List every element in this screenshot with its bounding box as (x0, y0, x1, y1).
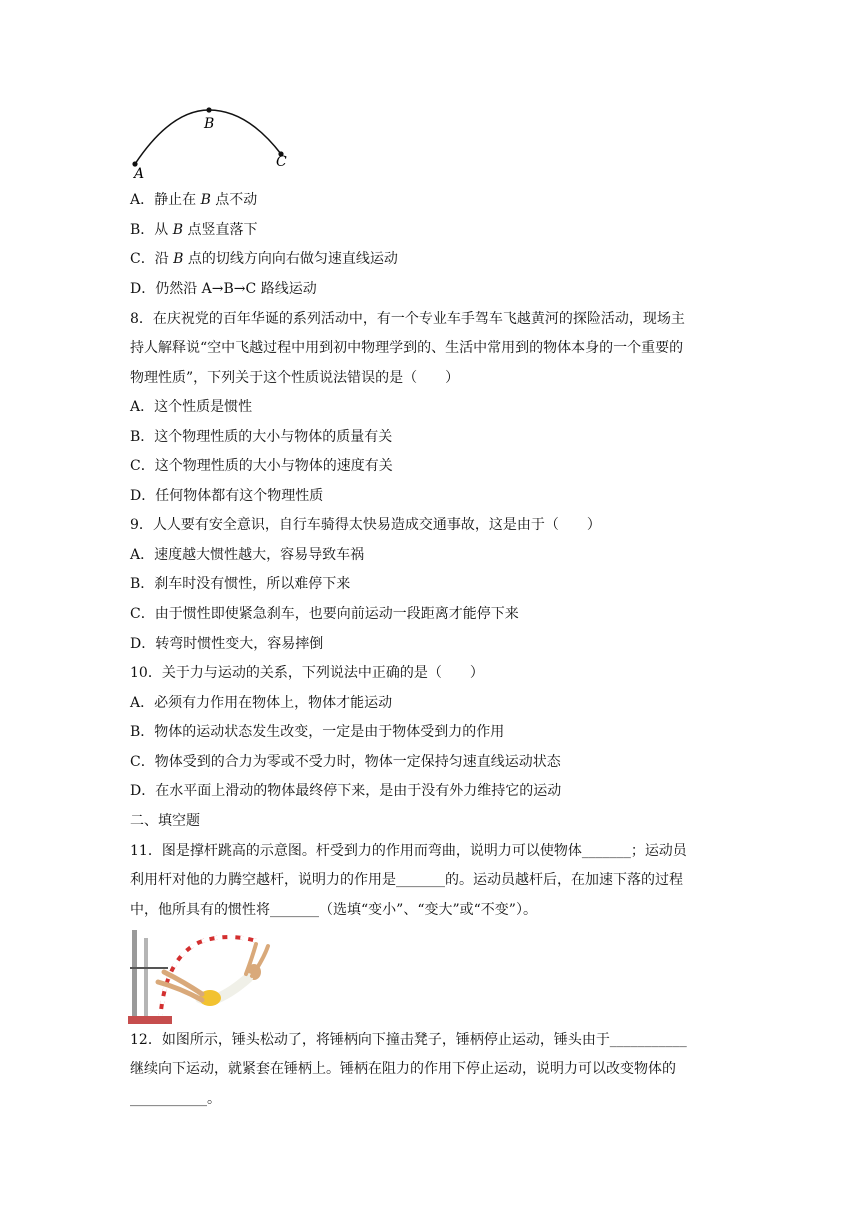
vault-upright (132, 930, 137, 1022)
q8-stem-line3: 物理性质”，下列关于这个性质说法错误的是（ ） (130, 370, 460, 386)
q9-option-c: C．由于惯性即使紧急刹车，也要向前运动一段距离才能停下来 (130, 606, 519, 622)
vault-mat (128, 1016, 172, 1024)
section-title: 二、填空题 (130, 813, 200, 829)
point-b (206, 107, 211, 112)
label-b: B (204, 116, 215, 132)
vault-upright-2 (144, 938, 148, 1022)
q7-option-c: C．沿 B 点的切线方向向右做匀速直线运动 (130, 251, 398, 267)
q7-option-b: B．从 B 点竖直落下 (130, 222, 258, 238)
q11-line1: 11．图是撑杆跳高的示意图。杆受到力的作用而弯曲，说明力可以使物体_______；运动员 (130, 843, 687, 859)
q11-line3: 中，他所具有的惯性将_______（选填“变小”、“变大”或“不变”）。 (130, 902, 537, 918)
q8-option-c: C．这个物理性质的大小与物体的速度有关 (130, 458, 393, 474)
q8-stem-line2: 持人解释说“空中飞越过程中用到初中物理学到的、生活中常用到的物体本身的一个重要的 (130, 340, 684, 356)
q8-option-d: D．任何物体都有这个物理性质 (130, 488, 324, 504)
pole-vault-illustration (128, 928, 278, 1024)
q8-option-a: A．这个性质是惯性 (130, 399, 253, 415)
q8-stem-line1: 8．在庆祝党的百年华诞的系列活动中，有一个专业车手驾车飞越黄河的探险活动，现场主 (130, 311, 685, 327)
q7-option-d: D．仍然沿 A→B→C 路线运动 (130, 281, 317, 297)
q10-stem: 10．关于力与运动的关系，下列说法中正确的是（ ） (130, 665, 484, 681)
q9-option-d: D．转弯时惯性变大，容易摔倒 (130, 636, 324, 652)
q8-option-b: B．这个物理性质的大小与物体的质量有关 (130, 429, 393, 445)
arc-diagram (125, 100, 295, 185)
q10-option-d: D．在水平面上滑动的物体最终停下来，是由于没有外力维持它的运动 (130, 783, 562, 799)
label-a: A (134, 166, 145, 182)
q12-line1: 12．如图所示，锤头松动了，将锤柄向下撞击凳子，锤柄停止运动，锤头由于___________ (130, 1032, 687, 1048)
q12-line3: ___________。 (130, 1091, 221, 1107)
q12-line2: 继续向下运动，就紧套在锤柄上。锤柄在阻力的作用下停止运动，说明力可以改变物体的 (130, 1061, 676, 1077)
q10-option-a: A．必须有力作用在物体上，物体才能运动 (130, 695, 393, 711)
q9-option-a: A．速度越大惯性越大，容易导致车祸 (130, 547, 365, 563)
q7-option-a: A．静止在 B 点不动 (130, 192, 258, 208)
label-c: C (276, 154, 287, 170)
q10-option-c: C．物体受到的合力为零或不受力时，物体一定保持匀速直线运动状态 (130, 754, 561, 770)
q9-stem: 9．人人要有安全意识，自行车骑得太快易造成交通事故，这是由于（ ） (130, 517, 601, 533)
q11-line2: 利用杆对他的力腾空越杆，说明力的作用是_______的。运动员越杆后，在加速下落的过程 (130, 872, 683, 888)
q10-option-b: B．物体的运动状态发生改变，一定是由于物体受到力的作用 (130, 724, 505, 740)
q9-option-b: B．刹车时没有惯性，所以难停下来 (130, 576, 351, 592)
